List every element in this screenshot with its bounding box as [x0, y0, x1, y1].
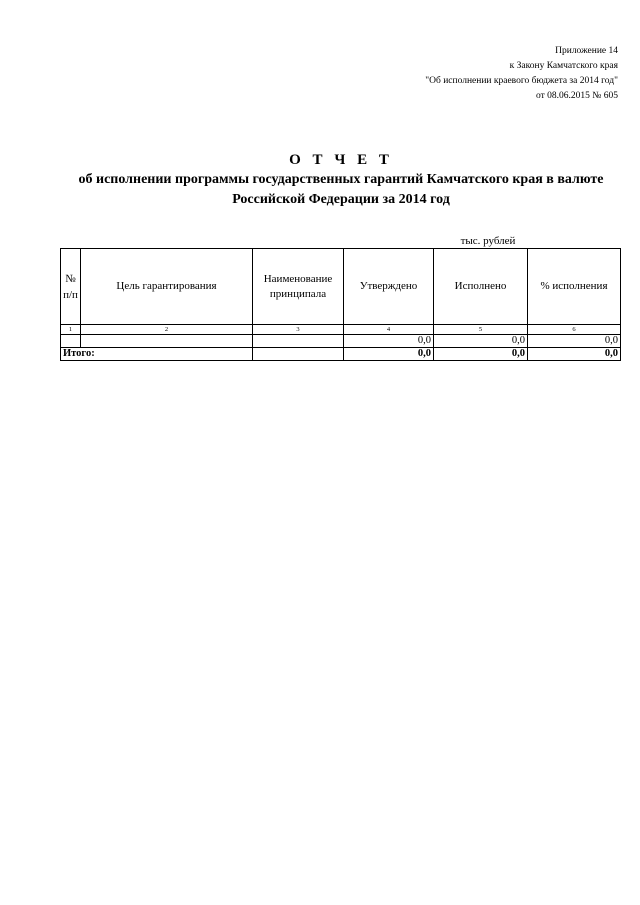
total-executed: 0,0 [434, 348, 528, 361]
data-approved: 0,0 [344, 335, 434, 348]
index-cell: 5 [434, 325, 528, 335]
appendix-block [288, 44, 618, 104]
table-header-row [61, 249, 621, 325]
data-purpose [81, 335, 253, 348]
index-cell: 2 [81, 325, 253, 335]
data-percent: 0,0 [528, 335, 621, 348]
appendix-line-3: "Об исполнении краевого бюджета за 2014 год" [425, 76, 618, 86]
table-index-row [61, 325, 621, 335]
data-principal [253, 335, 344, 348]
header-percent: % исполнения [528, 249, 621, 325]
index-cell: 3 [253, 325, 344, 335]
index-cell: 4 [344, 325, 434, 335]
table-row [61, 335, 621, 348]
total-approved: 0,0 [344, 348, 434, 361]
header-purpose: Цель гарантирования [81, 249, 253, 325]
header-principal: Наименование принципала [253, 249, 344, 325]
report-title-main: О Т Ч Е Т [289, 152, 393, 168]
table-total-row [61, 348, 621, 361]
report-title-line-1: об исполнении программы государственных гарантий Камчатского края в валюте [78, 172, 604, 187]
report-title-line-2: Российской Федерации за 2014 год [232, 192, 450, 207]
unit-label: тыс. рублей [460, 235, 516, 247]
total-label: Итого: [61, 348, 253, 361]
header-executed: Исполнено [434, 249, 528, 325]
appendix-line-2: к Закону Камчатского края [509, 61, 618, 71]
header-approved: Утверждено [344, 249, 434, 325]
data-executed: 0,0 [434, 335, 528, 348]
appendix-line-1: Приложение 14 [555, 46, 618, 56]
index-cell: 6 [528, 325, 621, 335]
header-num: № п/п [61, 249, 81, 325]
total-principal [253, 348, 344, 361]
total-percent: 0,0 [528, 348, 621, 361]
report-title [60, 151, 622, 209]
appendix-line-4: от 08.06.2015 № 605 [536, 91, 618, 101]
data-num [61, 335, 81, 348]
index-cell: 1 [61, 325, 81, 335]
report-table [60, 248, 621, 361]
